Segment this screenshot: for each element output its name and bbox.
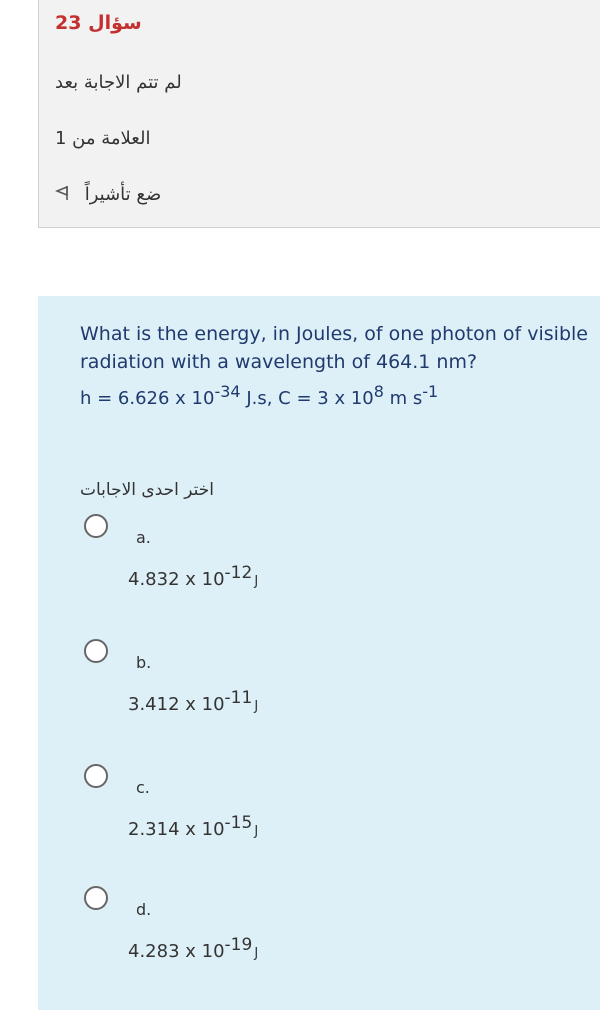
option-d[interactable] — [84, 886, 384, 986]
radio-button[interactable] — [84, 764, 108, 788]
option-letter: c. — [136, 778, 150, 797]
speed-of-light: J.s, C = 3 x 10 — [240, 388, 374, 409]
question-number-label — [55, 12, 582, 34]
option-mantissa: 4.283 x 10 — [128, 941, 225, 962]
option-value — [128, 688, 259, 715]
radio-button[interactable] — [84, 886, 108, 910]
planck-constant: h = 6.626 x 10 — [80, 388, 215, 409]
option-mantissa: 4.832 x 10 — [128, 569, 225, 590]
answer-prompt: اختر احدى الاجابات — [80, 480, 215, 500]
option-unit: J — [254, 946, 259, 961]
question-label-text: سؤال — [88, 12, 142, 34]
option-unit: J — [254, 574, 259, 589]
option-mantissa: 2.314 x 10 — [128, 819, 225, 840]
flag-question-link[interactable] — [55, 184, 582, 205]
radio-button[interactable] — [84, 514, 108, 538]
question-info-panel — [38, 0, 600, 228]
option-exponent: -12 — [224, 563, 253, 583]
question-panel — [38, 296, 600, 1010]
option-value — [128, 813, 259, 840]
question-status: لم تتم الاجابة بعد — [55, 72, 182, 93]
planck-exponent: -34 — [214, 382, 241, 401]
option-a[interactable] — [84, 514, 384, 614]
option-mantissa: 3.412 x 10 — [128, 694, 225, 715]
option-unit: J — [254, 824, 259, 839]
flag-question-label[interactable]: ضع تأشيراً — [84, 184, 162, 205]
option-unit: J — [254, 699, 259, 714]
option-value — [128, 935, 259, 962]
option-exponent: -19 — [224, 935, 253, 955]
radio-button[interactable] — [84, 639, 108, 663]
question-constants — [80, 382, 590, 409]
option-exponent: -15 — [224, 813, 253, 833]
question-grade: العلامة من 1 — [55, 128, 151, 149]
question-text: What is the energy, in Joules, of one photon of visible radiation with a wavelength of 464.1 nm? — [80, 323, 588, 373]
option-letter: d. — [136, 900, 152, 919]
question-number-value: 23 — [55, 12, 82, 34]
option-letter: a. — [136, 528, 151, 547]
speed-unit-exponent: -1 — [422, 382, 439, 401]
flag-icon[interactable] — [55, 185, 69, 205]
option-value — [128, 563, 259, 590]
speed-unit: m s — [383, 388, 423, 409]
option-exponent: -11 — [224, 688, 253, 708]
speed-of-light-exponent: 8 — [373, 382, 384, 401]
option-c[interactable] — [84, 764, 384, 864]
option-letter: b. — [136, 653, 152, 672]
option-b[interactable] — [84, 639, 384, 739]
